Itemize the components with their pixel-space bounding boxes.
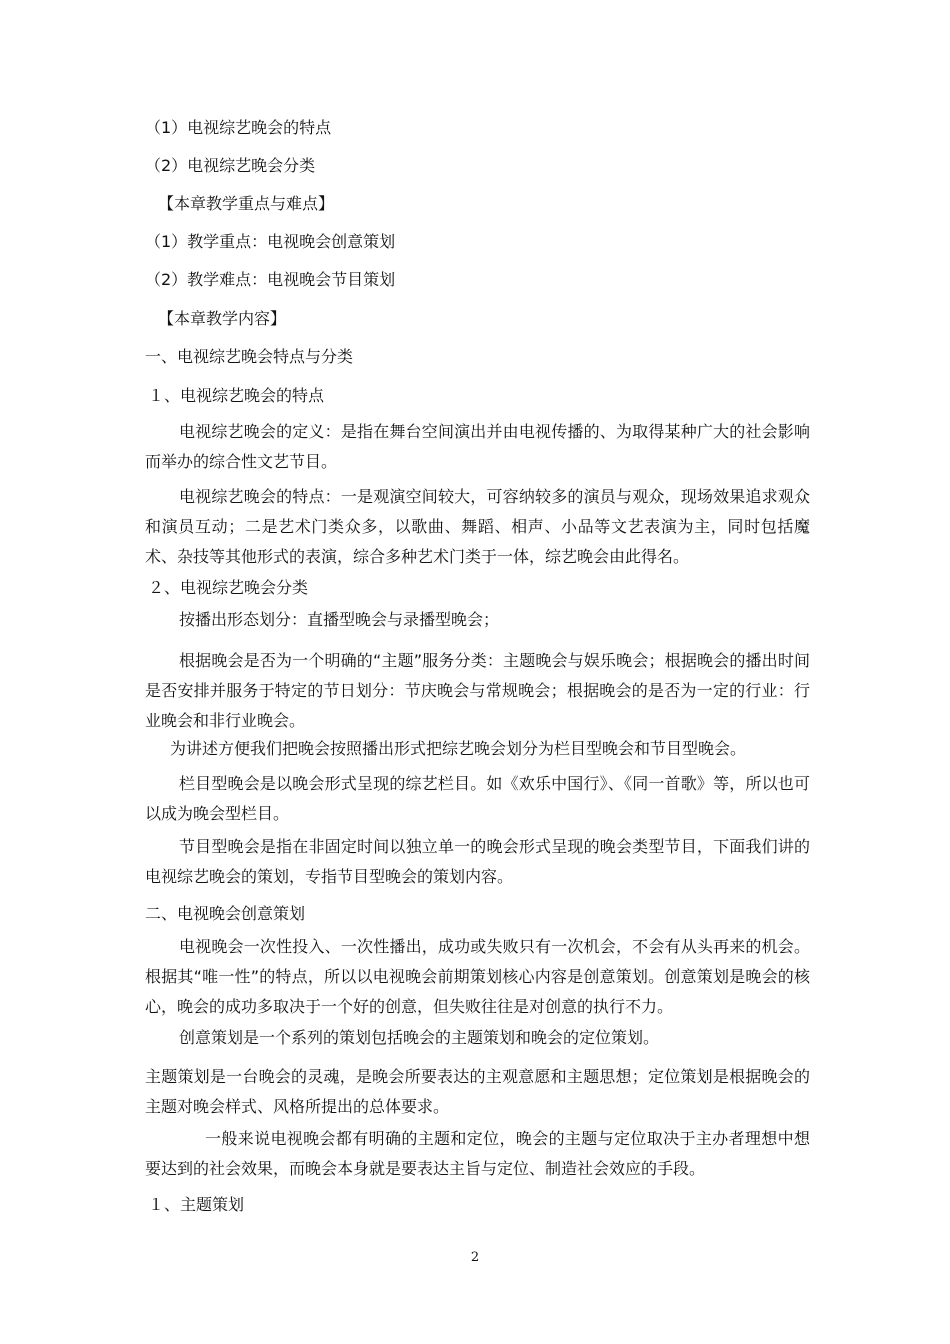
paragraph-creative-series: 创意策划是一个系列的策划包括晚会的主题策划和晚会的定位策划。 [179, 1028, 660, 1047]
section-heading-content: 【本章教学内容】 [158, 309, 287, 328]
paragraph-definition: 电视综艺晚会的定义：是指在舞台空间演出并由电视传播的、为取得某种广大的社会影响而举办的综合性文艺节目。 [145, 422, 810, 471]
paragraph-broadcast-form: 按播出形态划分：直播型晚会与录播型晚会； [179, 610, 500, 629]
page-number: 2 [470, 1250, 480, 1265]
paragraph-program-type: 节目型晚会是指在非固定时间以独立单一的晚会形式呈现的晚会类型节目，下面我们讲的电视综艺晚会的策划，专指节目型晚会的策划内容。 [145, 837, 810, 886]
subheading-1-1: １、电视综艺晚会的特点 [148, 386, 325, 405]
subheading-1-2: ２、电视综艺晚会分类 [148, 578, 309, 597]
chapter-heading-2: 二、电视晚会创意策划 [145, 904, 306, 923]
key-point-item: （1）教学重点：电视晚会创意策划 [145, 232, 396, 251]
paragraph-classification: 根据晚会是否为一个明确的“主题”服务分类：主题晚会与娱乐晚会；根据晚会的播出时间是否安排并服务于特定的节日划分：节庆晚会与常规晚会；根据晚会的是否为一定的行业：行业晚会和非行业晚会。 [145, 651, 810, 730]
paragraph-one-time: 电视晚会一次性投入、一次性播出，成功或失败只有一次机会，不会有从头再来的机会。根据其“唯一性”的特点，所以以电视晚会前期策划核心内容是创意策划。创意策划是晚会的核心，晚会的成功多取决于一个好的创意，但失败往往是对创意的执行不力。 [145, 937, 810, 1016]
paragraph-theme-positioning: 主题策划是一台晚会的灵魂，是晚会所要表达的主观意愿和主题思想；定位策划是根据晚会的主题对晚会样式、风格所提出的总体要求。 [145, 1067, 810, 1116]
subheading-2-1: １、主题策划 [148, 1195, 245, 1214]
outline-item-classification: （2）电视综艺晚会分类 [145, 156, 316, 175]
paragraph-column-type: 栏目型晚会是以晚会形式呈现的综艺栏目。如《欢乐中国行》、《同一首歌》等，所以也可以成为晚会型栏目。 [145, 774, 810, 823]
chapter-heading-1: 一、电视综艺晚会特点与分类 [145, 347, 354, 366]
difficulty-item: （2）教学难点：电视晚会节目策划 [145, 270, 396, 289]
paragraph-division: 为讲述方便我们把晚会按照播出形式把综艺晚会划分为栏目型晚会和节目型晚会。 [170, 739, 747, 758]
paragraph-features: 电视综艺晚会的特点：一是观演空间较大，可容纳较多的演员与观众，现场效果追求观众和演员互动；二是艺术门类众多，以歌曲、舞蹈、相声、小品等文艺表演为主，同时包括魔术、杂技等其他形式的表演，综合多种艺术门类于一体，综艺晚会由此得名。 [145, 487, 810, 566]
paragraph-general: 一般来说电视晚会都有明确的主题和定位，晚会的主题与定位取决于主办者理想中想要达到的社会效果，而晚会本身就是要表达主旨与定位、制造社会效应的手段。 [145, 1129, 810, 1178]
outline-item-features: （1）电视综艺晚会的特点 [145, 118, 332, 137]
section-heading-key-points: 【本章教学重点与难点】 [158, 194, 335, 213]
